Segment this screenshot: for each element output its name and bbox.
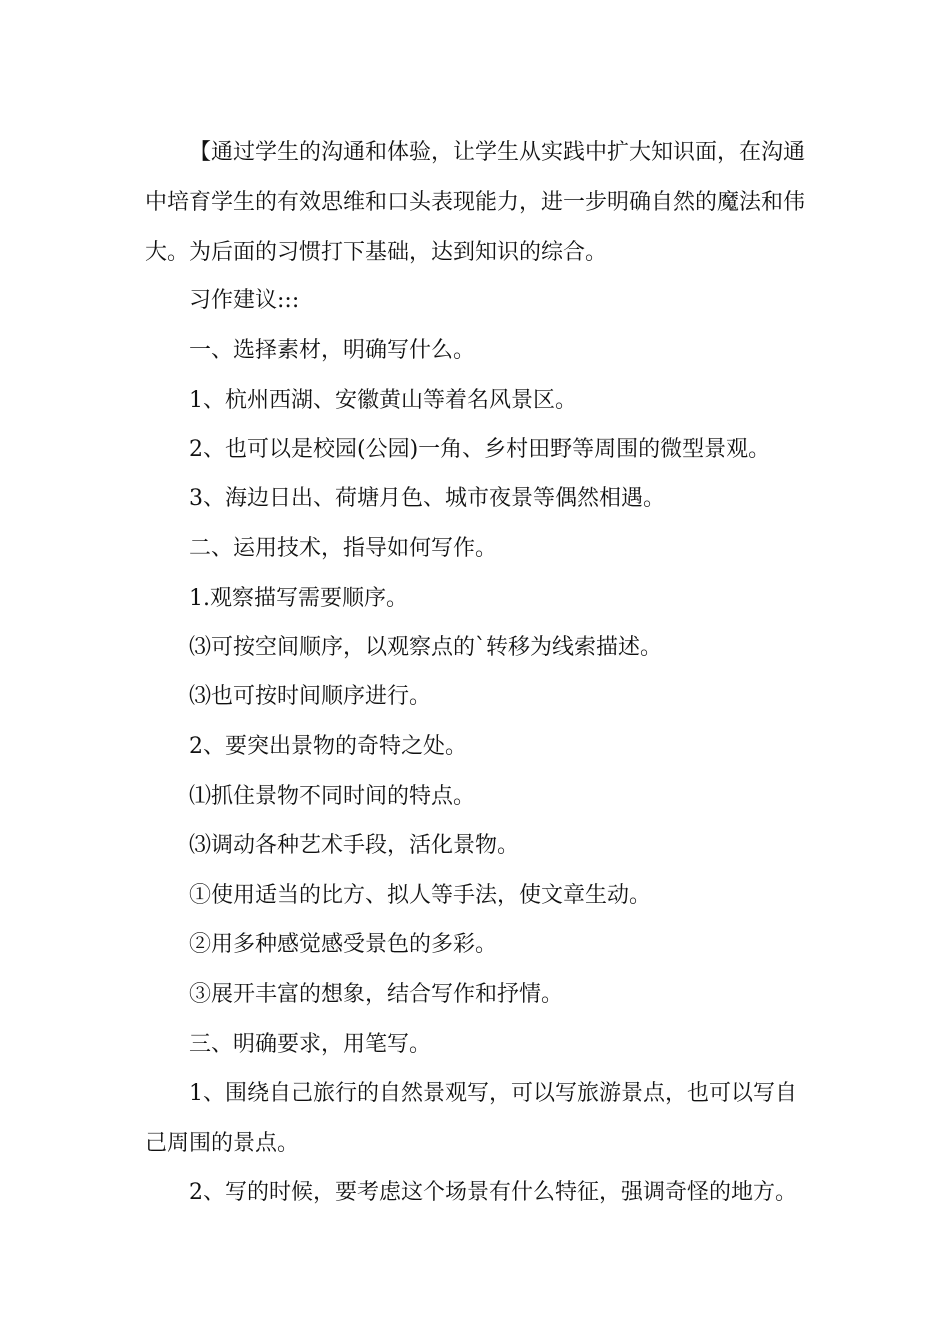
intro-paragraph: 【通过学生的沟通和体验，让学生从实践中扩大知识面，在沟通中培育学生的有效思维和口头表现能力，进一步明确自然的魔法和伟大。为后面的习惯打下基础，达到知识的综合。: [145, 140, 806, 265]
section-three-heading: 三、明确要求，用笔写。: [189, 1032, 432, 1057]
list-item: ①使用适当的比方、拟人等手法，使文章生动。: [189, 883, 652, 908]
list-item: 2、写的时候，要考虑这个场景有什么特征，强调奇怪的地方。: [189, 1180, 797, 1205]
list-item: ②用多种感觉感受景色的多彩。: [189, 932, 498, 957]
writing-suggestions-heading: 习作建议:::: [189, 288, 300, 313]
section-two-heading: 二、运用技术，指导如何写作。: [189, 536, 498, 561]
list-item: ③展开丰富的想象，结合写作和抒情。: [189, 982, 564, 1007]
list-item: ⑴抓住景物不同时间的特点。: [189, 784, 476, 809]
list-item: ⑶调动各种艺术手段，活化景物。: [189, 833, 520, 858]
list-item: 1.观察描写需要顺序。: [189, 586, 408, 611]
section-one-heading: 一、选择素材，明确写什么。: [189, 338, 476, 363]
list-item: 2、也可以是校园(公园)一角、乡村田野等周围的微型景观。: [189, 437, 771, 462]
list-item: 1、围绕自己旅行的自然景观写，可以写旅游景点，也可以写自己周围的景点。: [145, 1081, 797, 1156]
list-item: 2、要突出景物的奇特之处。: [189, 734, 467, 759]
list-item: ⑶也可按时间顺序进行。: [189, 684, 432, 709]
list-item: ⑶可按空间顺序，以观察点的`转移为线索描述。: [189, 635, 663, 660]
list-item: 3、海边日出、荷塘月色、城市夜景等偶然相遇。: [189, 486, 665, 511]
list-item: 1、杭州西湖、安徽黄山等着名风景区。: [189, 388, 577, 413]
